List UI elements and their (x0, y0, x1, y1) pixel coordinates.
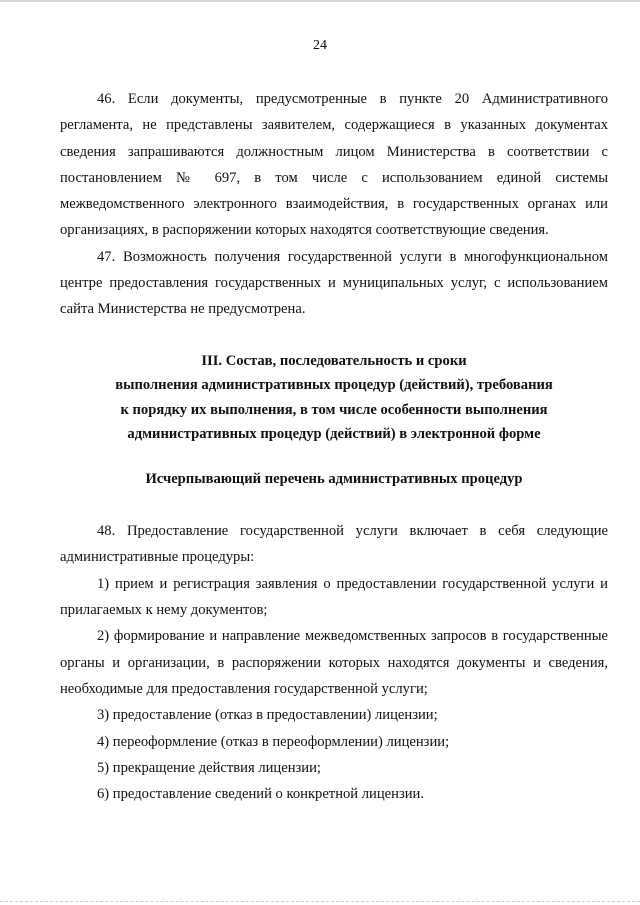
subheading: Исчерпывающий перечень административных процедур (145, 470, 523, 487)
paragraph-47: 47. Возможность получения государственной услуги в многофункциональном центре предоставления государственных и муниципальных услуг, с использованием сайта Министерства не предусмотрена. (60, 248, 608, 318)
procedure-item: 2) формирование и направление межведомственных запросов в государственные органы и организации, в распоряжении которых находятся документы и сведения, необходимые для предоставления государственной услуги; (60, 628, 608, 697)
section-heading-line: III. Состав, последовательность и сроки (201, 352, 467, 369)
procedure-item: 4) переоформление (отказ в переоформлении) лицензии; (97, 733, 450, 750)
procedure-item: 5) прекращение действия лицензии; (97, 759, 321, 776)
procedures-list (60, 571, 608, 808)
section-heading (60, 349, 608, 447)
scan-edge-bottom (0, 900, 640, 902)
paragraph-48: 48. Предоставление государственной услуги включает в себя следующие административные процедуры: (60, 523, 608, 566)
section-heading-line: к порядку их выполнения, в том числе особенности выполнения (120, 401, 548, 418)
section-heading-line: административных процедур (действий) в электронной форме (127, 426, 541, 443)
procedure-item: 3) предоставление (отказ в предоставлении) лицензии; (97, 707, 438, 724)
document-body (60, 86, 608, 807)
paragraph-46: 46. Если документы, предусмотренные в пункте 20 Административного регламента, не представлены заявителем, содержащиеся в указанных документах сведения запрашиваются должностным лицом Министерства в соответствии с постановлением № 697, в том числе с использованием единой системы межведомственного электронного взаимодействия, в государственных органах или организациях, в распоряжении которых находятся соответствующие сведения. (60, 91, 608, 239)
procedure-item: 1) прием и регистрация заявления о предоставлении государственной услуги и прилагаемых к нему документов; (60, 575, 608, 619)
scan-edge-top (0, 0, 640, 2)
section-heading-line: выполнения административных процедур (действий), требования (115, 377, 553, 394)
page-number: 24 (313, 38, 327, 53)
procedure-item: 6) предоставление сведений о конкретной лицензии. (97, 786, 424, 803)
